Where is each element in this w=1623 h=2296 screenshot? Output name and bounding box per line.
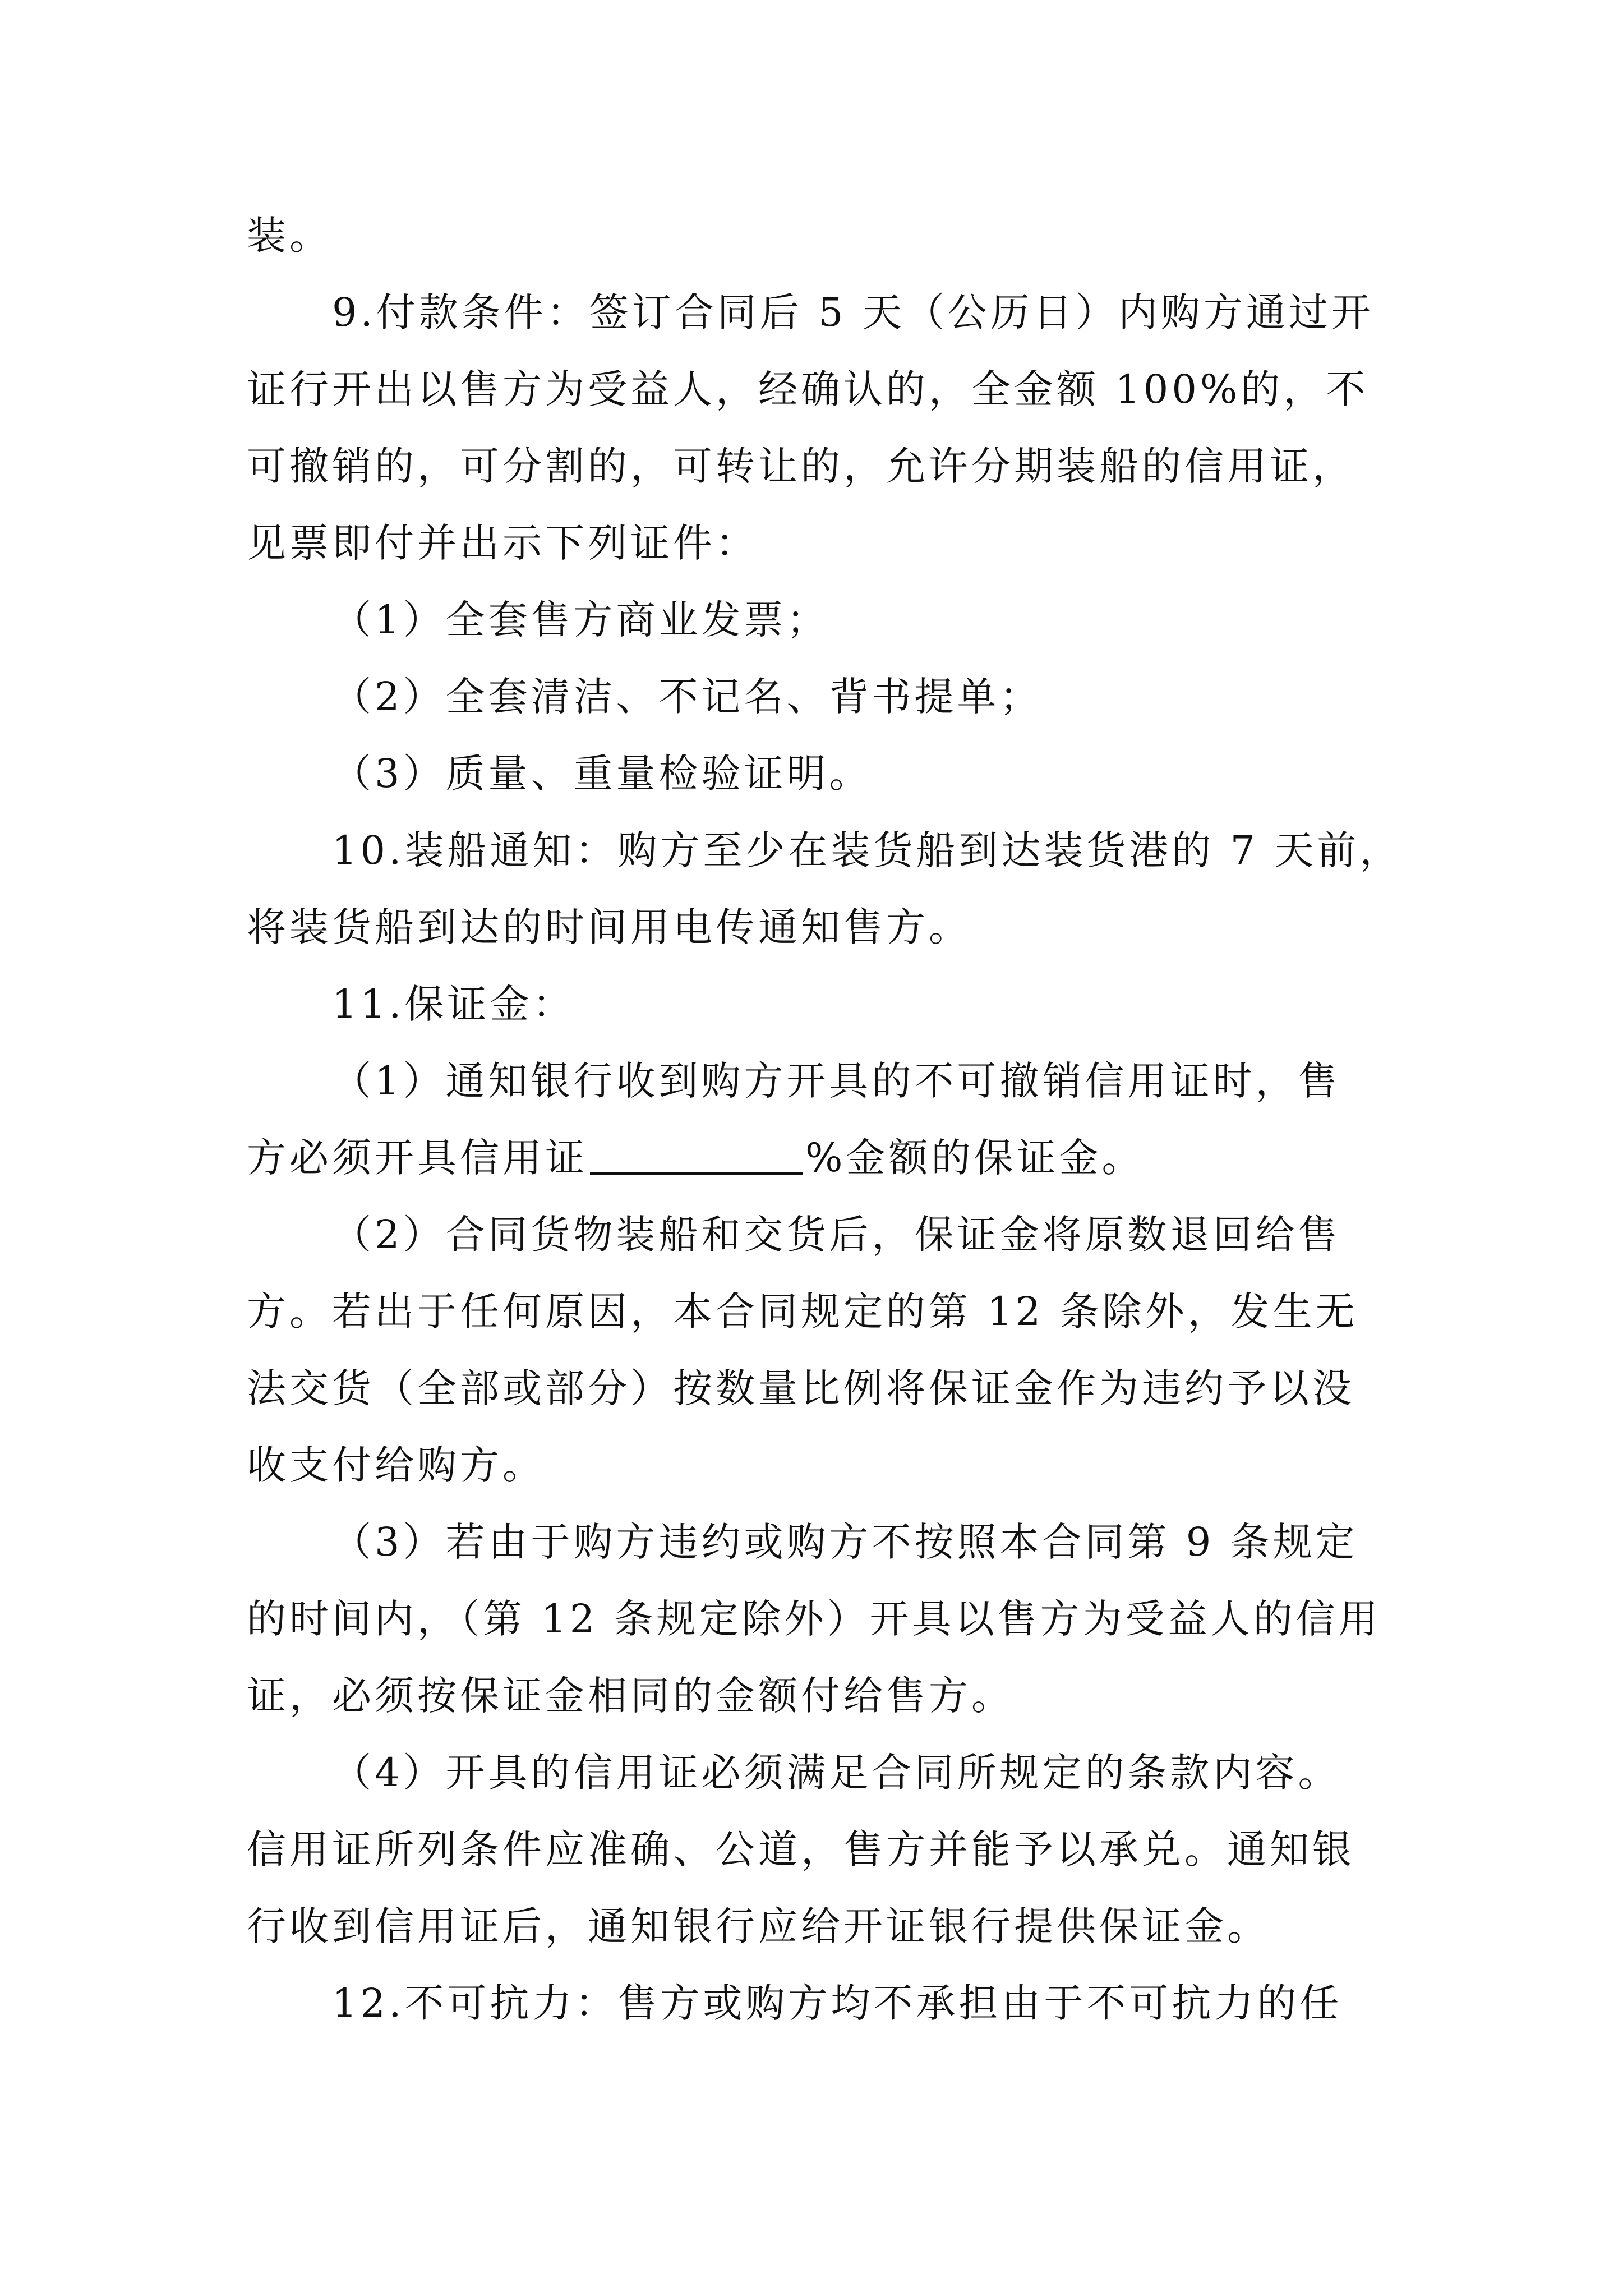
clause-11-heading <box>247 966 1380 1043</box>
fill-in-blank <box>590 1139 803 1175</box>
text-line: 9.付款条件：签订合同后 5 天（公历日）内购方通过开 <box>332 289 1374 335</box>
text-line: 12.不可抗力：售方或购方均不承担由于不可抗力的任 <box>332 1980 1343 2026</box>
text-line: （1）通知银行收到购方开具的不可撤销信用证时，售 <box>332 1058 1341 1104</box>
text-line: 装。 <box>247 213 332 259</box>
text-line: 可撤销的，可分割的，可转让的，允许分期装船的信用证， <box>247 443 1355 489</box>
text-line: （3）若由于购方违约或购方不按照本合同第 9 条规定 <box>332 1519 1358 1565</box>
text-line: 将装货船到达的时间用电传通知售方。 <box>247 904 971 950</box>
text-fragment: %金额的保证金。 <box>805 1135 1145 1181</box>
clause-11-item-2 <box>247 1197 1380 1504</box>
text-line: （3）质量、重量检验证明。 <box>332 751 872 797</box>
text-line: 行收到信用证后，通知银行应给开证银行提供保证金。 <box>247 1903 1270 1949</box>
list-item-1 <box>247 582 1380 659</box>
text-line: （2）全套清洁、不记名、背书提单； <box>332 674 1043 720</box>
text-line: 证行开出以售方为受益人，经确认的，全金额 100%的，不 <box>247 366 1369 412</box>
text-line: 信用证所列条件应准确、公道，售方并能予以承兑。通知银 <box>247 1826 1355 1872</box>
text-line: 11.保证金： <box>332 981 575 1027</box>
list-item-3 <box>247 735 1380 812</box>
clause-11-item-1 <box>247 1043 1380 1197</box>
paragraph-continuation <box>247 197 1380 274</box>
text-line <box>247 1120 1380 1197</box>
text-line: 收支付给购方。 <box>247 1442 545 1488</box>
clause-11-item-4 <box>247 1734 1380 1965</box>
document-body <box>247 197 1403 2042</box>
text-line: 的时间内，（第 12 条规定除外）开具以售方为受益人的信用 <box>247 1596 1381 1642</box>
text-line: 法交货（全部或部分）按数量比例将保证金作为违约予以没 <box>247 1365 1355 1411</box>
clause-12-force-majeure <box>247 1965 1380 2042</box>
text-line: （1）全套售方商业发票； <box>332 597 829 643</box>
clause-9-payment-terms <box>247 274 1380 582</box>
text-line: 方。若出于任何原因，本合同规定的第 12 条除外，发生无 <box>247 1289 1358 1335</box>
text-fragment: 方必须开具信用证 <box>247 1135 588 1181</box>
text-line: 见票即付并出示下列证件： <box>247 520 758 566</box>
list-item-2 <box>247 659 1380 735</box>
clause-11-item-3 <box>247 1504 1380 1734</box>
text-line: 10.装船通知：购方至少在装货船到达装货港的 7 天前， <box>332 827 1403 873</box>
text-line: 证，必须按保证金相同的金额付给售方。 <box>247 1673 1014 1719</box>
text-line: （2）合同货物装船和交货后，保证金将原数退回给售 <box>332 1212 1341 1258</box>
clause-10-shipping-notice <box>247 812 1403 966</box>
text-line: （4）开具的信用证必须满足合同所规定的条款内容。 <box>332 1750 1341 1796</box>
